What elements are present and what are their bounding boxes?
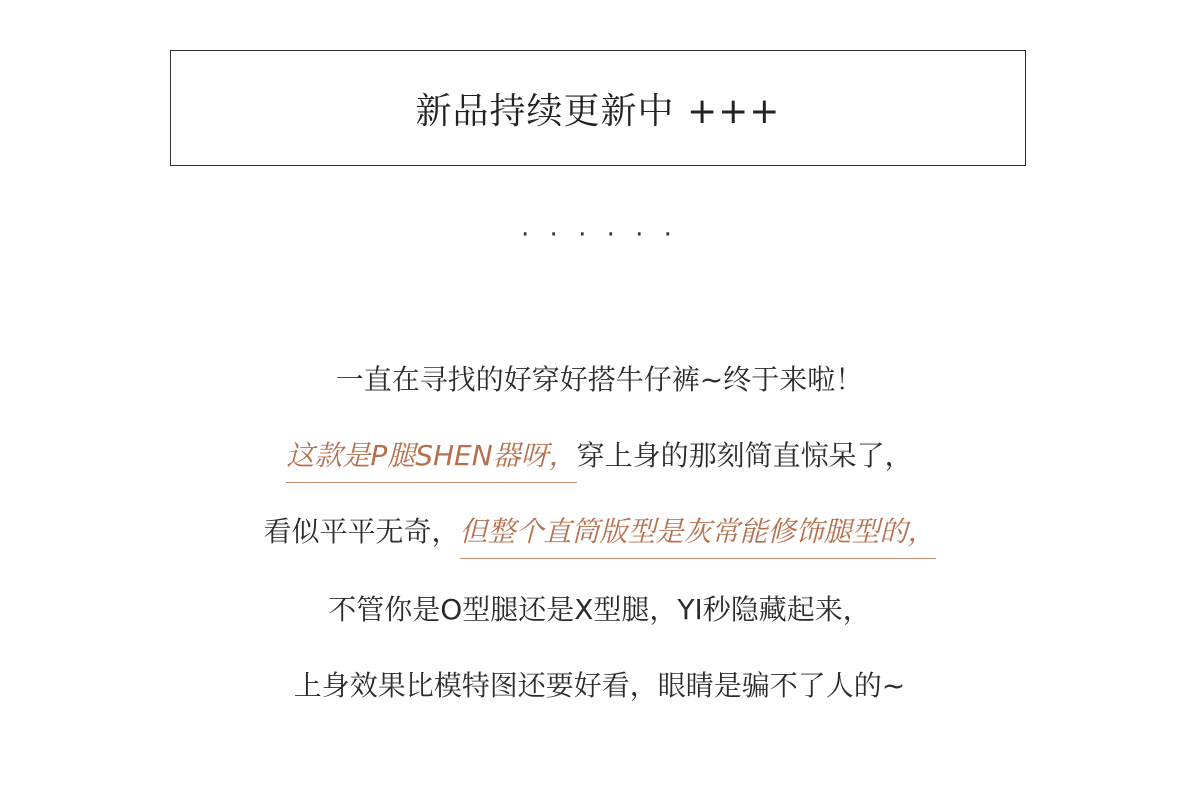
text-line-4 [0, 588, 1199, 628]
text-line-5 [0, 664, 1199, 704]
highlight-text-2: 但整个直筒版型是灰常能修饰腿型的， [460, 510, 936, 559]
page-title: 新品持续更新中 +++ [415, 90, 781, 132]
text-line-1 [0, 358, 1199, 398]
line2-rest-text: 穿上身的那刻简直惊呆了， [576, 439, 913, 472]
highlight-text-1: 这款是P腿SHEN器呀， [286, 434, 576, 483]
dot-divider: · · · · · · [521, 220, 678, 250]
text-line-3 [0, 510, 1199, 559]
line3-lead-text: 看似平平无奇， [263, 515, 460, 548]
line5-text: 上身效果比模特图还要好看，眼睛是骗不了人的~ [293, 669, 906, 702]
text-line-2 [0, 434, 1199, 483]
line4-text: 不管你是O型腿还是X型腿，YI秒隐藏起来， [328, 593, 871, 626]
line1-text: 一直在寻找的好穿好搭牛仔裤~终于来啦！ [335, 363, 864, 396]
title-box [170, 50, 1026, 166]
